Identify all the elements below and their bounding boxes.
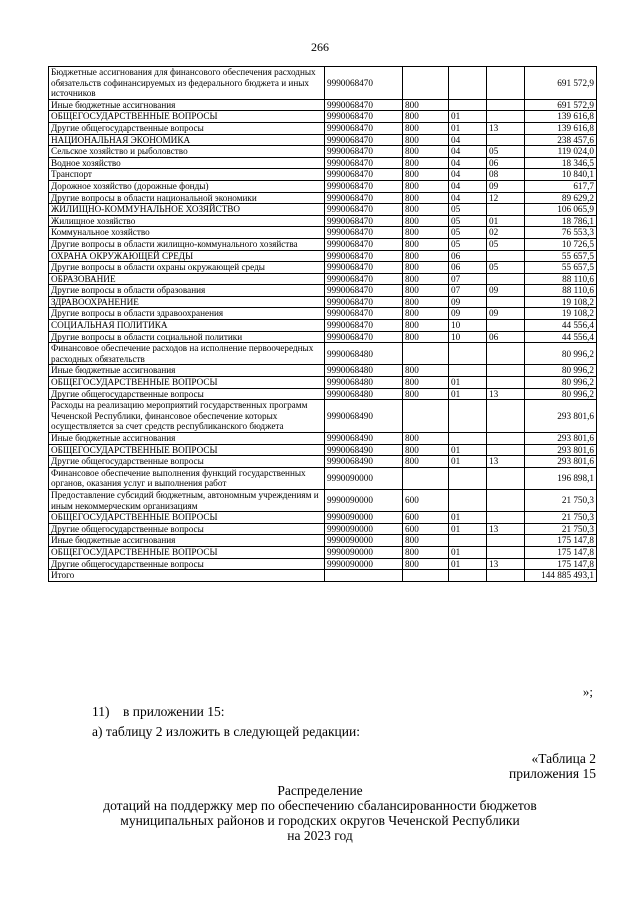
cell-pr	[487, 489, 525, 511]
cell-vr: 800	[403, 238, 449, 250]
cell-name: НАЦИОНАЛЬНАЯ ЭКОНОМИКА	[49, 134, 325, 146]
cell-rz	[449, 433, 487, 445]
cell-csr: 9990068470	[325, 192, 403, 204]
cell-sum: 44 556,4	[525, 320, 597, 332]
cell-csr: 9990090000	[325, 467, 403, 489]
cell-name: Другие общегосударственные вопросы	[49, 456, 325, 468]
cell-vr: 800	[403, 456, 449, 468]
heading-line1: Распределение	[277, 783, 363, 798]
table-label-line2: приложения 15	[508, 766, 596, 781]
cell-vr: 800	[403, 308, 449, 320]
cell-pr: 13	[487, 122, 525, 134]
table-row	[49, 99, 597, 111]
cell-pr	[487, 535, 525, 547]
table-row	[49, 535, 597, 547]
cell-name: Финансовое обеспечение выполнения функций государственных органов, оказания услуг и выполнения работ	[49, 467, 325, 489]
cell-sum: 21 750,3	[525, 523, 597, 535]
cell-pr: 05	[487, 262, 525, 274]
cell-name: Другие вопросы в области национальной экономики	[49, 192, 325, 204]
cell-sum: 55 657,5	[525, 262, 597, 274]
cell-rz	[449, 535, 487, 547]
cell-name: Коммунальное хозяйство	[49, 227, 325, 239]
table-row	[49, 343, 597, 365]
cell-sum: 196 898,1	[525, 467, 597, 489]
table-row	[49, 250, 597, 262]
cell-vr: 800	[403, 146, 449, 158]
table-label	[509, 751, 596, 781]
cell-csr: 9990068470	[325, 146, 403, 158]
cell-pr: 05	[487, 146, 525, 158]
table-row	[49, 146, 597, 158]
cell-csr: 9990090000	[325, 558, 403, 570]
cell-sum: 18 346,5	[525, 157, 597, 169]
cell-name: Иные бюджетные ассигнования	[49, 365, 325, 377]
table-row	[49, 331, 597, 343]
cell-csr: 9990068470	[325, 250, 403, 262]
cell-pr	[487, 343, 525, 365]
cell-rz: 04	[449, 169, 487, 181]
cell-sum: 293 801,6	[525, 444, 597, 456]
cell-rz	[449, 365, 487, 377]
cell-vr: 800	[403, 388, 449, 400]
cell-name: Другие общегосударственные вопросы	[49, 388, 325, 400]
cell-sum: 18 786,1	[525, 215, 597, 227]
table-row	[49, 180, 597, 192]
cell-vr: 800	[403, 134, 449, 146]
cell-csr: 9990068490	[325, 400, 403, 433]
cell-vr: 800	[403, 250, 449, 262]
cell-csr: 9990068470	[325, 157, 403, 169]
cell-pr	[487, 296, 525, 308]
page-number: 266	[311, 40, 329, 54]
table-row	[49, 400, 597, 433]
cell-rz: 06	[449, 250, 487, 262]
cell-csr: 9990068470	[325, 227, 403, 239]
table-row	[49, 157, 597, 169]
cell-pr	[487, 400, 525, 433]
cell-vr: 800	[403, 262, 449, 274]
cell-name: Другие вопросы в области социальной политики	[49, 331, 325, 343]
cell-vr	[403, 570, 449, 582]
cell-sum: 144 885 493,1	[525, 570, 597, 582]
cell-csr: 9990090000	[325, 535, 403, 547]
cell-vr: 800	[403, 285, 449, 297]
cell-rz: 04	[449, 192, 487, 204]
cell-rz: 09	[449, 308, 487, 320]
cell-name: ОБРАЗОВАНИЕ	[49, 273, 325, 285]
cell-name: Другие вопросы в области образования	[49, 285, 325, 297]
table-label-line1: «Таблица 2	[531, 751, 596, 766]
table-row	[49, 433, 597, 445]
cell-name: ОБЩЕГОСУДАРСТВЕННЫЕ ВОПРОСЫ	[49, 512, 325, 524]
cell-sum: 89 629,2	[525, 192, 597, 204]
cell-name: Транспорт	[49, 169, 325, 181]
cell-rz	[449, 570, 487, 582]
cell-pr	[487, 273, 525, 285]
cell-name: СОЦИАЛЬНАЯ ПОЛИТИКА	[49, 320, 325, 332]
cell-vr: 800	[403, 546, 449, 558]
cell-vr: 800	[403, 273, 449, 285]
table-row	[49, 512, 597, 524]
table-row	[49, 523, 597, 535]
cell-vr: 800	[403, 157, 449, 169]
cell-name: Дорожное хозяйство (дорожные фонды)	[49, 180, 325, 192]
cell-rz: 10	[449, 320, 487, 332]
table-row	[49, 215, 597, 227]
cell-name: Другие общегосударственные вопросы	[49, 523, 325, 535]
cell-rz	[449, 343, 487, 365]
table-row	[49, 388, 597, 400]
table-row	[49, 204, 597, 216]
cell-rz: 05	[449, 204, 487, 216]
cell-csr: 9990068470	[325, 169, 403, 181]
cell-csr: 9990068480	[325, 343, 403, 365]
cell-sum: 76 553,3	[525, 227, 597, 239]
cell-name: Другие общегосударственные вопросы	[49, 558, 325, 570]
cell-rz: 05	[449, 227, 487, 239]
cell-name: ОБЩЕГОСУДАРСТВЕННЫЕ ВОПРОСЫ	[49, 377, 325, 389]
cell-sum: 55 657,5	[525, 250, 597, 262]
cell-vr: 800	[403, 227, 449, 239]
cell-name: ОБЩЕГОСУДАРСТВЕННЫЕ ВОПРОСЫ	[49, 546, 325, 558]
cell-sum: 175 147,8	[525, 535, 597, 547]
cell-sum: 80 996,2	[525, 377, 597, 389]
cell-pr: 05	[487, 238, 525, 250]
cell-csr: 9990068470	[325, 99, 403, 111]
cell-sum: 80 996,2	[525, 365, 597, 377]
cell-csr: 9990068490	[325, 444, 403, 456]
cell-vr: 800	[403, 433, 449, 445]
cell-name: Другие общегосударственные вопросы	[49, 122, 325, 134]
cell-sum: 238 457,6	[525, 134, 597, 146]
cell-csr: 9990068470	[325, 308, 403, 320]
cell-sum: 21 750,3	[525, 512, 597, 524]
table-row	[49, 308, 597, 320]
cell-pr: 01	[487, 215, 525, 227]
cell-csr: 9990090000	[325, 489, 403, 511]
cell-csr: 9990068480	[325, 377, 403, 389]
table-row	[49, 227, 597, 239]
budget-table	[48, 66, 597, 582]
table-row	[49, 169, 597, 181]
cell-sum: 19 108,2	[525, 296, 597, 308]
cell-csr: 9990068470	[325, 180, 403, 192]
cell-pr: 06	[487, 331, 525, 343]
cell-rz: 01	[449, 377, 487, 389]
cell-pr	[487, 433, 525, 445]
cell-pr	[487, 546, 525, 558]
cell-vr: 800	[403, 558, 449, 570]
cell-csr: 9990068470	[325, 331, 403, 343]
cell-rz: 01	[449, 122, 487, 134]
cell-vr: 800	[403, 122, 449, 134]
cell-vr: 800	[403, 180, 449, 192]
cell-rz: 05	[449, 238, 487, 250]
cell-csr: 9990090000	[325, 512, 403, 524]
cell-csr: 9990068470	[325, 296, 403, 308]
cell-pr: 13	[487, 456, 525, 468]
cell-csr	[325, 570, 403, 582]
cell-sum: 80 996,2	[525, 388, 597, 400]
cell-name: Иные бюджетные ассигнования	[49, 535, 325, 547]
cell-pr	[487, 320, 525, 332]
cell-sum: 617,7	[525, 180, 597, 192]
cell-pr	[487, 365, 525, 377]
cell-name: Бюджетные ассигнования для финансового обеспечения расходных обязательств софинансируемых из федерального бюджета и иных источников	[49, 67, 325, 100]
cell-sum: 119 024,0	[525, 146, 597, 158]
cell-sum: 293 801,6	[525, 400, 597, 433]
cell-name: ОБЩЕГОСУДАРСТВЕННЫЕ ВОПРОСЫ	[49, 111, 325, 123]
cell-vr: 800	[403, 215, 449, 227]
cell-vr: 800	[403, 204, 449, 216]
budget-table-body	[49, 67, 597, 582]
cell-name: Другие вопросы в области жилищно-коммунального хозяйства	[49, 238, 325, 250]
cell-rz: 10	[449, 331, 487, 343]
table-row	[49, 262, 597, 274]
cell-csr: 9990090000	[325, 523, 403, 535]
cell-vr: 800	[403, 192, 449, 204]
table-row	[49, 238, 597, 250]
cell-vr	[403, 467, 449, 489]
cell-name: Иные бюджетные ассигнования	[49, 433, 325, 445]
cell-sum: 175 147,8	[525, 558, 597, 570]
cell-csr: 9990068470	[325, 111, 403, 123]
cell-pr	[487, 444, 525, 456]
cell-pr	[487, 467, 525, 489]
cell-vr	[403, 67, 449, 100]
cell-rz: 04	[449, 180, 487, 192]
cell-rz: 01	[449, 558, 487, 570]
cell-name: ЗДРАВООХРАНЕНИЕ	[49, 296, 325, 308]
cell-csr: 9990068470	[325, 134, 403, 146]
table-row	[49, 546, 597, 558]
cell-rz	[449, 67, 487, 100]
cell-name: Жилищное хозяйство	[49, 215, 325, 227]
cell-csr: 9990068470	[325, 320, 403, 332]
cell-rz	[449, 99, 487, 111]
cell-sum: 10 726,5	[525, 238, 597, 250]
cell-csr: 9990068490	[325, 433, 403, 445]
cell-vr: 800	[403, 535, 449, 547]
table-row	[49, 570, 597, 582]
table-row	[49, 320, 597, 332]
cell-rz: 04	[449, 134, 487, 146]
cell-pr: 13	[487, 558, 525, 570]
cell-csr: 9990068470	[325, 262, 403, 274]
table-row	[49, 192, 597, 204]
cell-csr: 9990068470	[325, 67, 403, 100]
cell-name: Сельское хозяйство и рыболовство	[49, 146, 325, 158]
cell-rz: 01	[449, 111, 487, 123]
cell-vr: 800	[403, 377, 449, 389]
cell-name: Водное хозяйство	[49, 157, 325, 169]
cell-name: Другие вопросы в области здравоохранения	[49, 308, 325, 320]
table-row	[49, 365, 597, 377]
heading-line3: муниципальных районов и городских округов Чеченской Республики	[120, 813, 520, 828]
cell-vr	[403, 400, 449, 433]
cell-pr: 09	[487, 180, 525, 192]
cell-name: Предоставление субсидий бюджетным, автономным учреждениям и иным некоммерческим организациям	[49, 489, 325, 511]
cell-rz: 01	[449, 546, 487, 558]
table-row	[49, 558, 597, 570]
cell-rz: 07	[449, 285, 487, 297]
cell-name: Другие вопросы в области охраны окружающей среды	[49, 262, 325, 274]
cell-sum: 175 147,8	[525, 546, 597, 558]
table-row	[49, 134, 597, 146]
cell-sum: 88 110,6	[525, 273, 597, 285]
cell-vr: 600	[403, 523, 449, 535]
cell-vr: 800	[403, 331, 449, 343]
cell-vr: 800	[403, 99, 449, 111]
cell-pr: 08	[487, 169, 525, 181]
table-row	[49, 456, 597, 468]
cell-sum: 10 840,1	[525, 169, 597, 181]
cell-pr	[487, 134, 525, 146]
cell-vr: 800	[403, 169, 449, 181]
cell-vr: 800	[403, 296, 449, 308]
cell-sum: 293 801,6	[525, 433, 597, 445]
cell-csr: 9990068470	[325, 215, 403, 227]
cell-rz	[449, 400, 487, 433]
section-heading	[0, 783, 640, 843]
cell-pr	[487, 67, 525, 100]
cell-name: Расходы на реализацию мероприятий государственных программ Чеченской Республики, финансовое обеспечение которых осуществляется за счет средств республиканского бюджета	[49, 400, 325, 433]
cell-name: ЖИЛИЩНО-КОММУНАЛЬНОЕ ХОЗЯЙСТВО	[49, 204, 325, 216]
cell-csr: 9990068490	[325, 456, 403, 468]
cell-rz: 09	[449, 296, 487, 308]
cell-pr	[487, 570, 525, 582]
cell-pr	[487, 250, 525, 262]
cell-name: Иные бюджетные ассигнования	[49, 99, 325, 111]
cell-pr: 02	[487, 227, 525, 239]
cell-pr: 09	[487, 285, 525, 297]
cell-rz: 01	[449, 512, 487, 524]
cell-vr: 800	[403, 444, 449, 456]
cell-rz: 05	[449, 215, 487, 227]
table-row	[49, 273, 597, 285]
cell-vr: 600	[403, 512, 449, 524]
cell-sum: 691 572,9	[525, 67, 597, 100]
cell-pr	[487, 111, 525, 123]
heading-line2: дотаций на поддержку мер по обеспечению сбалансированности бюджетов	[103, 798, 537, 813]
cell-sum: 80 996,2	[525, 343, 597, 365]
cell-rz: 01	[449, 444, 487, 456]
table-row	[49, 489, 597, 511]
cell-pr	[487, 99, 525, 111]
cell-name: Итого	[49, 570, 325, 582]
cell-csr: 9990068470	[325, 285, 403, 297]
cell-sum: 139 616,8	[525, 122, 597, 134]
cell-rz: 01	[449, 456, 487, 468]
cell-vr: 800	[403, 111, 449, 123]
cell-rz: 04	[449, 146, 487, 158]
cell-vr	[403, 343, 449, 365]
cell-rz	[449, 467, 487, 489]
cell-pr: 13	[487, 388, 525, 400]
cell-rz: 06	[449, 262, 487, 274]
cell-pr	[487, 377, 525, 389]
cell-csr: 9990068470	[325, 273, 403, 285]
cell-pr: 06	[487, 157, 525, 169]
cell-rz: 01	[449, 388, 487, 400]
cell-csr: 9990090000	[325, 546, 403, 558]
cell-name: ОБЩЕГОСУДАРСТВЕННЫЕ ВОПРОСЫ	[49, 444, 325, 456]
table-row	[49, 296, 597, 308]
cell-rz: 01	[449, 523, 487, 535]
cell-sum: 44 556,4	[525, 331, 597, 343]
cell-sum: 139 616,8	[525, 111, 597, 123]
cell-csr: 9990068470	[325, 238, 403, 250]
cell-csr: 9990068480	[325, 365, 403, 377]
cell-sum: 21 750,3	[525, 489, 597, 511]
heading-line4: на 2023 год	[287, 828, 353, 843]
cell-pr	[487, 204, 525, 216]
table-end-mark: »;	[582, 684, 593, 699]
cell-pr: 09	[487, 308, 525, 320]
cell-rz	[449, 489, 487, 511]
cell-csr: 9990068480	[325, 388, 403, 400]
cell-name: Финансовое обеспечение расходов на исполнение первоочередных расходных обязательств	[49, 343, 325, 365]
cell-rz: 04	[449, 157, 487, 169]
cell-csr: 9990068470	[325, 122, 403, 134]
cell-vr: 800	[403, 320, 449, 332]
cell-rz: 07	[449, 273, 487, 285]
cell-sum: 88 110,6	[525, 285, 597, 297]
cell-vr: 800	[403, 365, 449, 377]
cell-csr: 9990068470	[325, 204, 403, 216]
table-row	[49, 444, 597, 456]
amendment-item-a: а) таблицу 2 изложить в следующей редакции:	[92, 724, 360, 739]
table-row	[49, 122, 597, 134]
cell-sum: 19 108,2	[525, 308, 597, 320]
table-row	[49, 467, 597, 489]
cell-name: ОХРАНА ОКРУЖАЮЩЕЙ СРЕДЫ	[49, 250, 325, 262]
cell-pr	[487, 512, 525, 524]
cell-sum: 691 572,9	[525, 99, 597, 111]
cell-sum: 106 065,9	[525, 204, 597, 216]
table-row	[49, 377, 597, 389]
table-row	[49, 67, 597, 100]
cell-sum: 293 801,6	[525, 456, 597, 468]
cell-pr: 12	[487, 192, 525, 204]
amendment-item-11: 11) в приложении 15:	[92, 704, 225, 719]
table-row	[49, 285, 597, 297]
cell-pr: 13	[487, 523, 525, 535]
cell-vr: 600	[403, 489, 449, 511]
table-row	[49, 111, 597, 123]
